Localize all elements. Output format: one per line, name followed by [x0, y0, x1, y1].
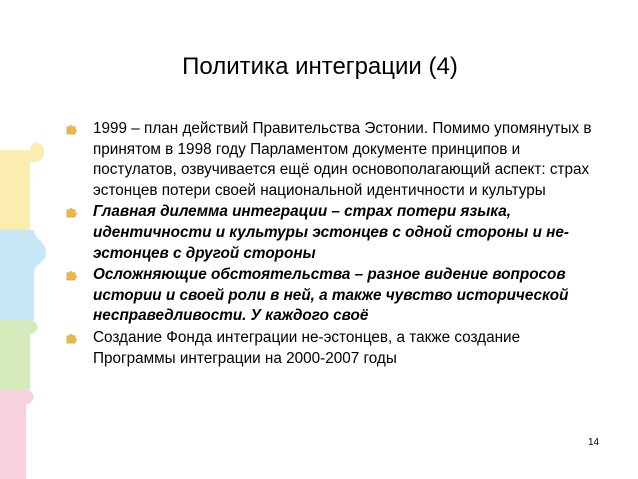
bullet-text: Осложняющие обстоятельства – разное видение вопросов истории и своей роли в ней, а также чувство исторической несправедливости. У каждого своё — [93, 266, 569, 325]
puzzle-piece-icon — [66, 333, 77, 344]
bullet-item — [66, 119, 606, 201]
puzzle-piece-icon — [66, 270, 77, 281]
puzzle-piece-icon — [66, 207, 77, 218]
bullet-item — [66, 328, 606, 369]
bullet-list — [66, 119, 606, 370]
bullet-text: Главная дилемма интеграции – страх потери языка, идентичности и культуры эстонцев с одной стороны и не-эстонцев с другой стороны — [93, 203, 570, 262]
puzzle-piece-icon — [66, 124, 77, 135]
bullet-item — [66, 202, 606, 264]
slide-title: Политика интеграции (4) — [182, 53, 458, 80]
bullet-text: Создание Фонда интеграции не-эстонцев, а также создание Программы интеграции на 2000-2007 годы — [93, 328, 521, 367]
bullet-text: 1999 – план действий Правительства Эстонии. Помимо упомянутых в принятом в 1998 году Парламентом документе принципов и постулатов, озвучивается ещё один основополагающий аспект: страх эстонцев потери своей национальной идентичности и культуры — [93, 120, 592, 199]
bullet-item — [66, 265, 606, 327]
puzzle-decoration-icon — [0, 0, 60, 479]
page-number: 14 — [588, 437, 600, 448]
